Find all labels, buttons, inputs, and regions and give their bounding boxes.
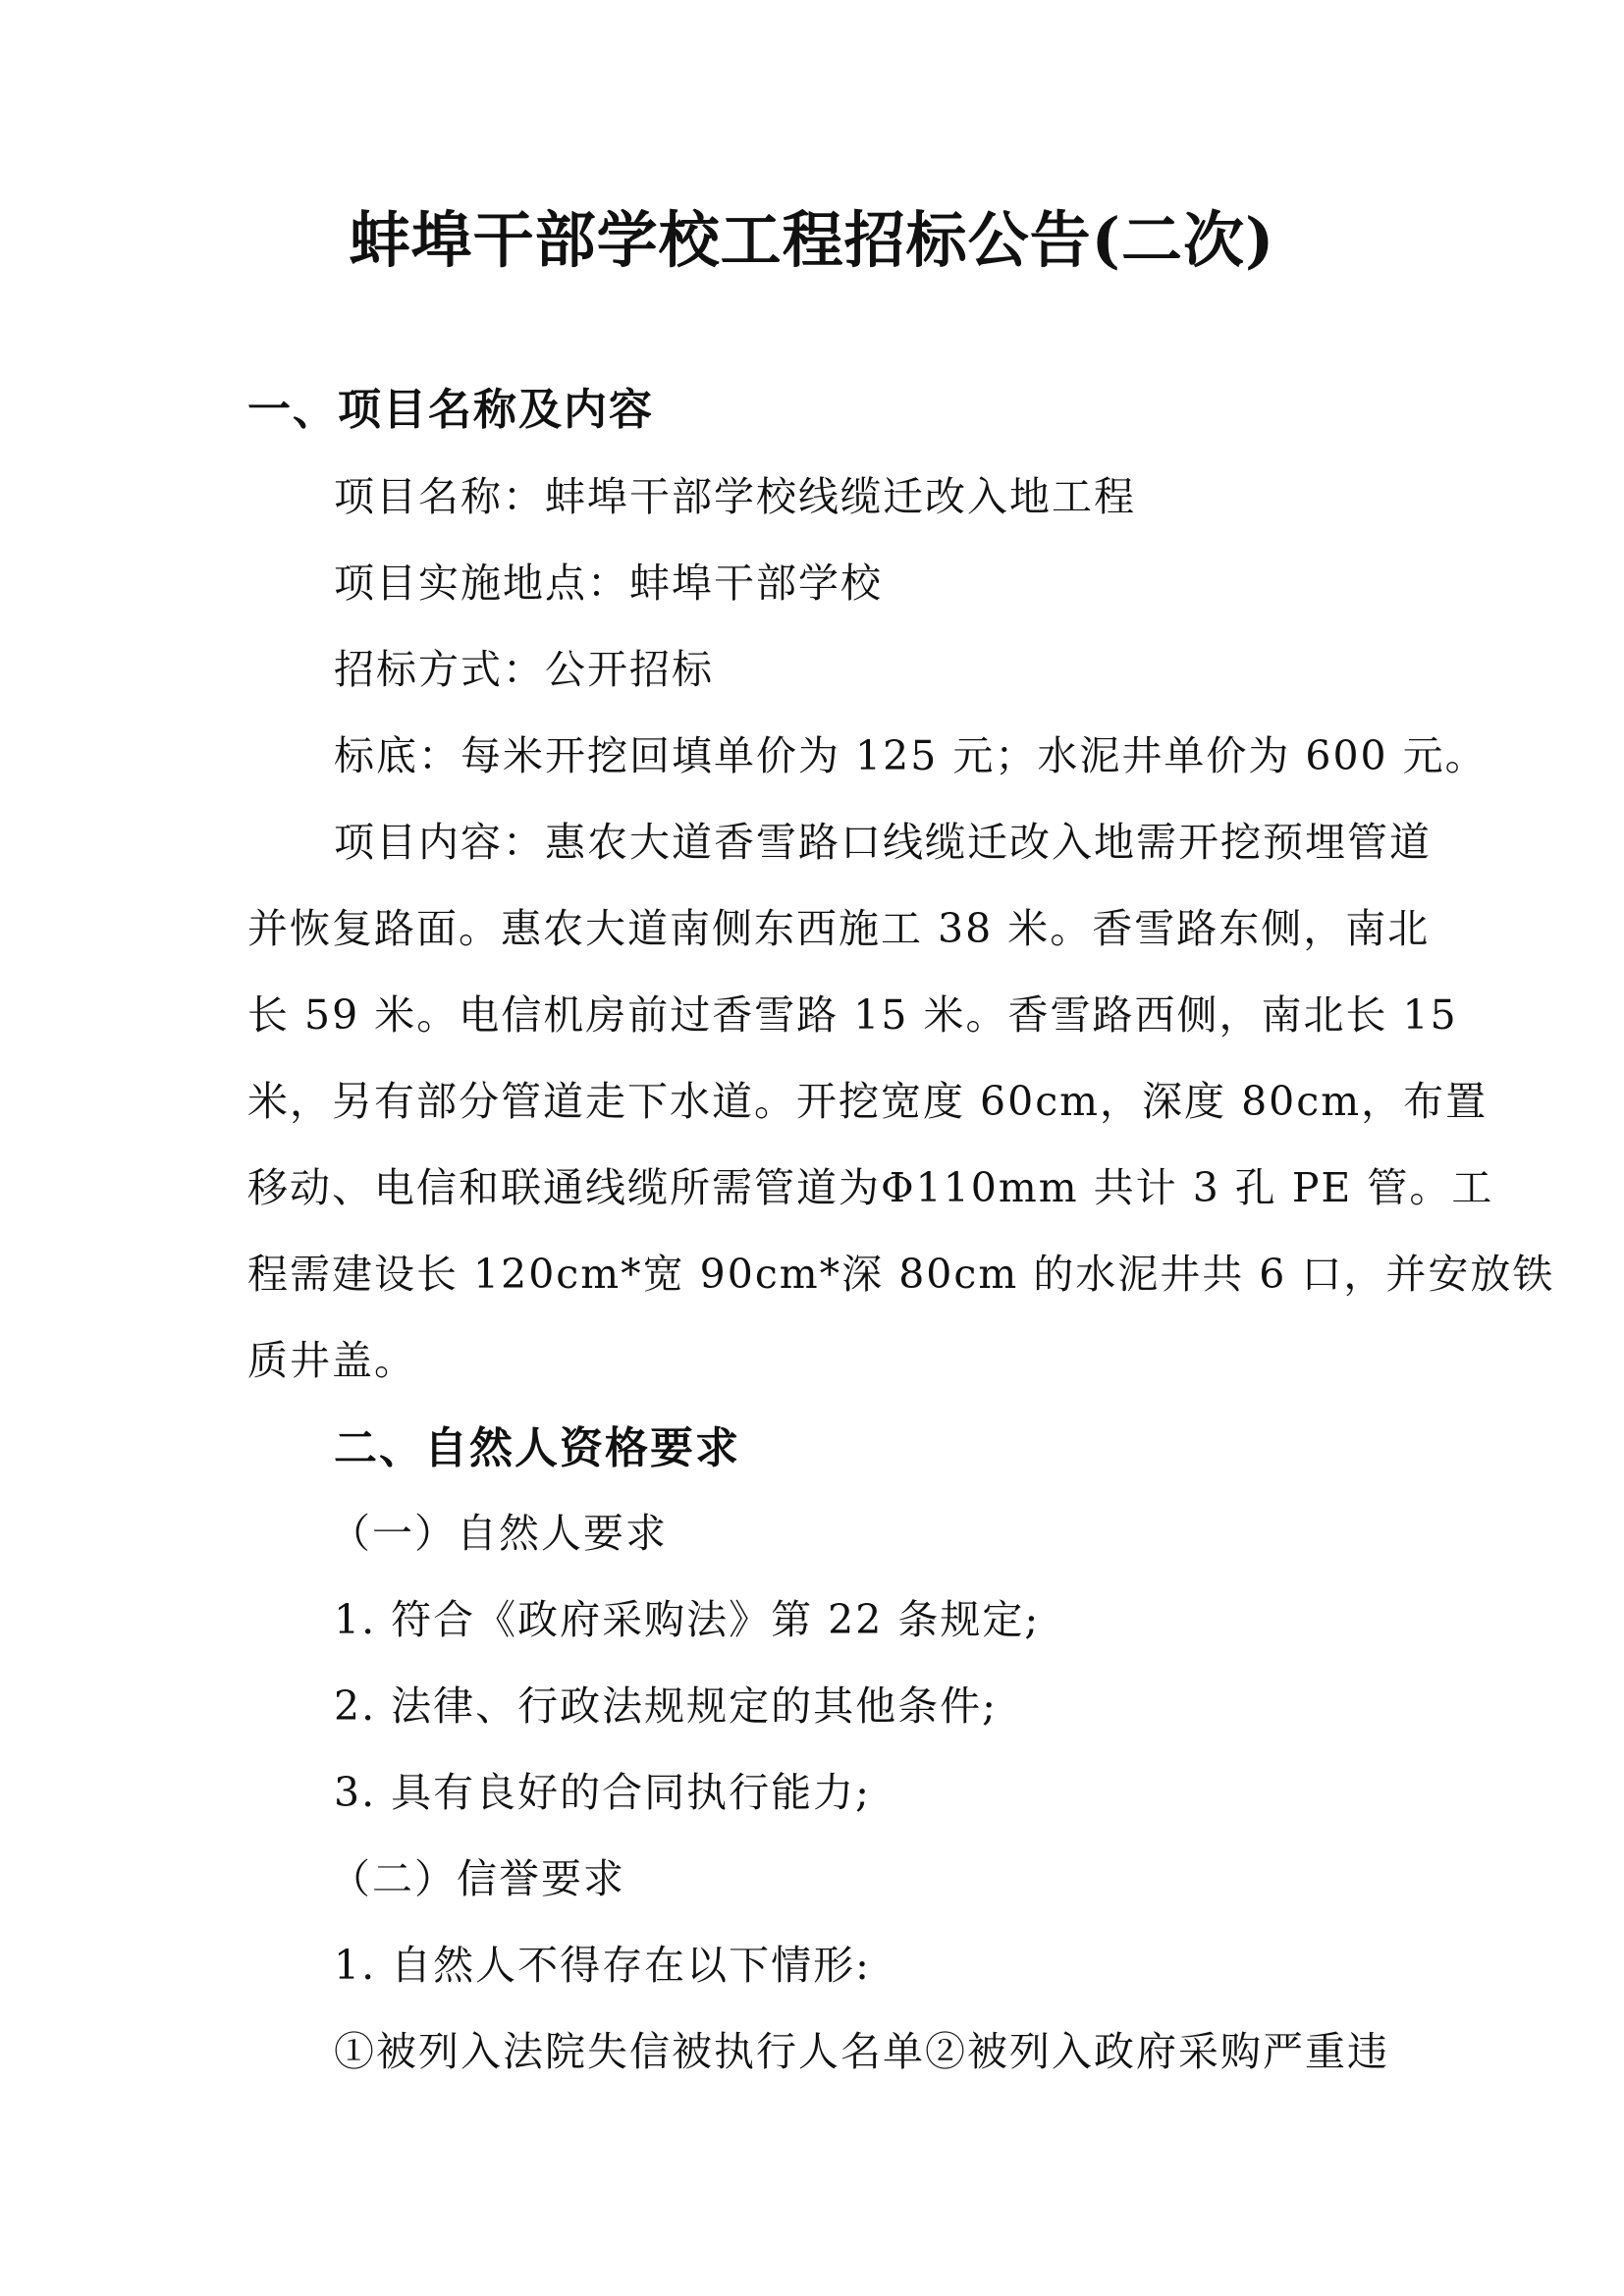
project-content-line: 项目内容：惠农大道香雪路口线缆迁改入地需开挖预埋管道: [334, 819, 1432, 866]
section-2-heading: 二、自然人资格要求: [334, 1423, 740, 1473]
subsection-2-heading: （二）信誉要求: [330, 1855, 625, 1902]
project-location: 项目实施地点：蚌埠干部学校: [334, 560, 883, 607]
requirement-item: 2. 法律、行政法规规定的其他条件;: [334, 1682, 998, 1730]
requirement-item: 3. 具有良好的合同执行能力;: [334, 1769, 871, 1816]
project-content-line: 质井盖。: [247, 1337, 416, 1384]
project-content-line: 米，另有部分管道走下水道。开挖宽度 60cm，深度 80cm，布置: [247, 1078, 1489, 1125]
project-content-line: 长 59 米。电信机房前过香雪路 15 米。香雪路西侧，南北长 15: [247, 991, 1458, 1039]
document-title: 蚌埠干部学校工程招标公告(二次): [349, 204, 1275, 276]
section-1-heading: 一、项目名称及内容: [247, 385, 654, 435]
requirement-item: 1. 符合《政府采购法》第 22 条规定;: [334, 1596, 1041, 1643]
base-price: 标底：每米开挖回填单价为 125 元；水泥井单价为 600 元。: [334, 732, 1488, 779]
project-content-line: 并恢复路面。惠农大道南侧东西施工 38 米。香雪路东侧，南北: [247, 905, 1431, 952]
bidding-method: 招标方式：公开招标: [334, 646, 714, 693]
credit-item: ①被列入法院失信被执行人名单②被列入政府采购严重违: [334, 2028, 1389, 2075]
subsection-1-heading: （一）自然人要求: [330, 1510, 668, 1557]
credit-item: 1. 自然人不得存在以下情形:: [334, 1942, 871, 1989]
project-content-line: 移动、电信和联通线缆所需管道为Φ110mm 共计 3 孔 PE 管。工: [247, 1164, 1494, 1211]
project-content-line: 程需建设长 120cm*宽 90cm*深 80cm 的水泥井共 6 口，并安放铁: [247, 1251, 1555, 1298]
project-name: 项目名称：蚌埠干部学校线缆迁改入地工程: [334, 473, 1136, 520]
